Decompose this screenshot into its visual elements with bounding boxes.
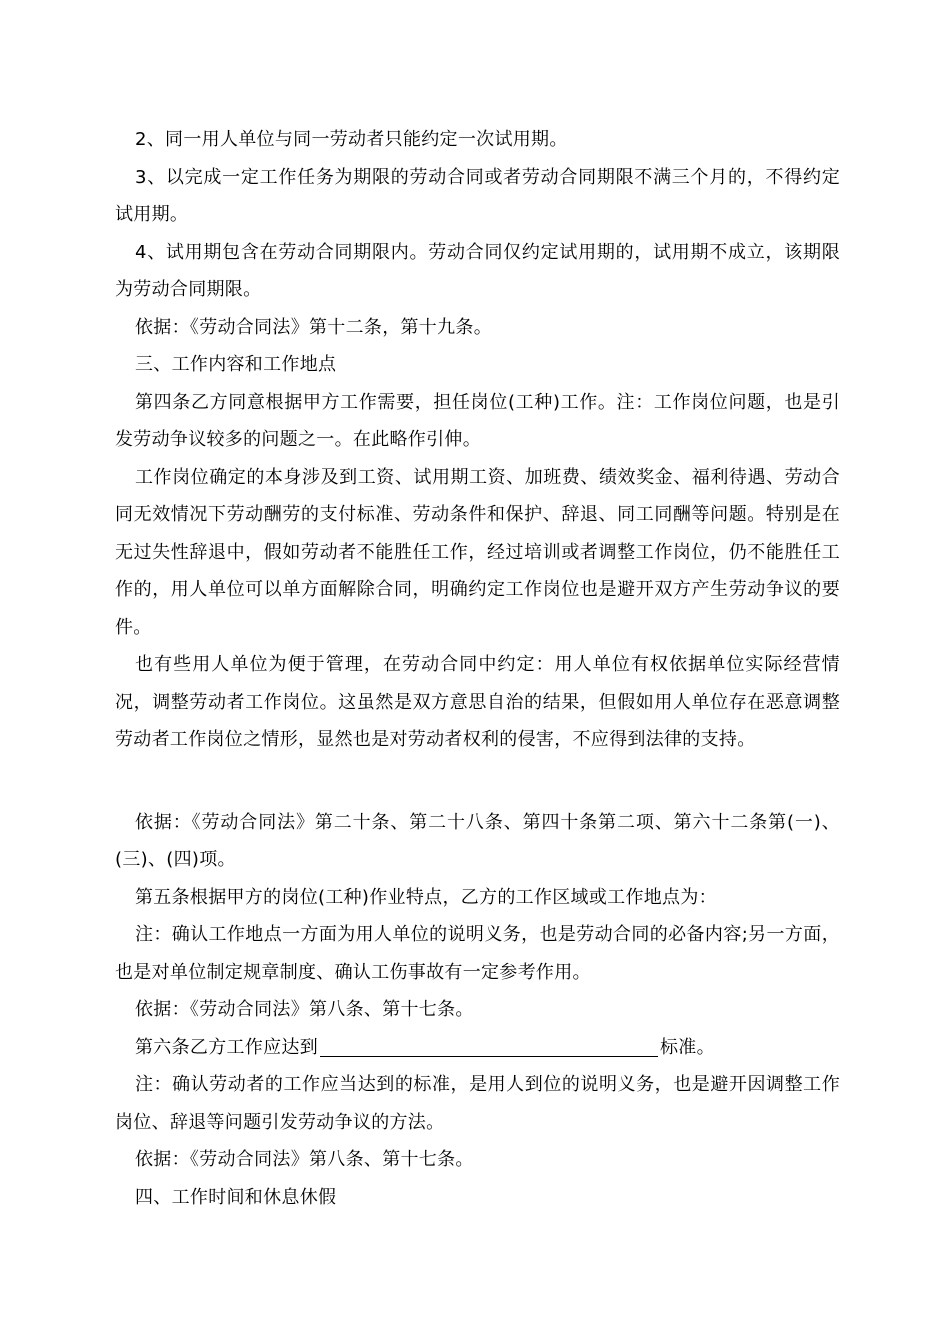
paragraph-position-importance: 工作岗位确定的本身涉及到工资、试用期工资、加班费、绩效奖金、福利待遇、劳动合同无效情况下劳动酬劳的支付标准、劳动条件和保护、辞退、同工同酬等问题。特别是在无过失性辞退中，假如劳动者不能胜任工作，经过培训或者调整工作岗位，仍不能胜任工作的，用人单位可以单方面解除合同，明确约定工作岗位也是避开双方产生劳动争议的要件。 bbox=[115, 466, 840, 638]
paragraph-probation-within-term: 4、试用期包含在劳动合同期限内。劳动合同仅约定试用期的，试用期不成立，该期限为劳动合同期限。 bbox=[115, 241, 840, 300]
paragraph-article-4: 第四条乙方同意根据甲方工作需要，担任岗位(工种)工作。注：工作岗位问题，也是引发劳动争议较多的问题之一。在此略作引伸。 bbox=[115, 391, 840, 450]
section-heading-work-hours: 四、工作时间和休息休假 bbox=[135, 1186, 337, 1208]
paragraph-note-standard: 注：确认劳动者的工作应当达到的标准，是用人到位的说明义务，也是避开因调整工作岗位、辞退等问题引发劳动争议的方法。 bbox=[115, 1074, 840, 1133]
paragraph-position-adjustment: 也有些用人单位为便于管理，在劳动合同中约定：用人单位有权依据单位实际经营情况，调整劳动者工作岗位。这虽然是双方意思自治的结果，但假如用人单位存在恶意调整劳动者工作岗位之情形，显然也是对劳动者权利的侵害，不应得到法律的支持。 bbox=[115, 654, 840, 750]
paragraph-no-probation-short-term: 3、以完成一定工作任务为期限的劳动合同或者劳动合同期限不满三个月的，不得约定试用期。 bbox=[115, 166, 840, 225]
paragraph-basis-1: 依据：《劳动合同法》第十二条，第十九条。 bbox=[135, 316, 492, 338]
fill-in-blank-line bbox=[320, 1034, 658, 1057]
section-heading-work-content: 三、工作内容和工作地点 bbox=[135, 354, 337, 375]
paragraph-note-workplace: 注：确认工作地点一方面为用人单位的说明义务，也是劳动合同的必备内容;另一方面，也是对单位制定规章制度、确认工伤事故有一定参考作用。 bbox=[115, 924, 840, 983]
paragraph-article-5: 第五条根据甲方的岗位(工种)作业特点，乙方的工作区域或工作地点为： bbox=[135, 886, 717, 908]
paragraph-basis-2: 依据：《劳动合同法》第二十条、第二十八条、第四十条第二项、第六十二条第(一)、(三)、(四)项。 bbox=[115, 811, 840, 870]
paragraph-basis-4: 依据：《劳动合同法》第八条、第十七条。 bbox=[135, 1149, 474, 1170]
paragraph-basis-3: 依据：《劳动合同法》第八条、第十七条。 bbox=[135, 999, 474, 1020]
article-6-suffix: 标准。 bbox=[660, 1036, 715, 1058]
document-body bbox=[115, 121, 840, 1216]
paragraph-probation-once: 2、同一用人单位与同一劳动者只能约定一次试用期。 bbox=[135, 129, 568, 150]
article-6-prefix: 第六条乙方工作应达到 bbox=[135, 1036, 318, 1058]
paragraph-article-6 bbox=[115, 1029, 840, 1067]
